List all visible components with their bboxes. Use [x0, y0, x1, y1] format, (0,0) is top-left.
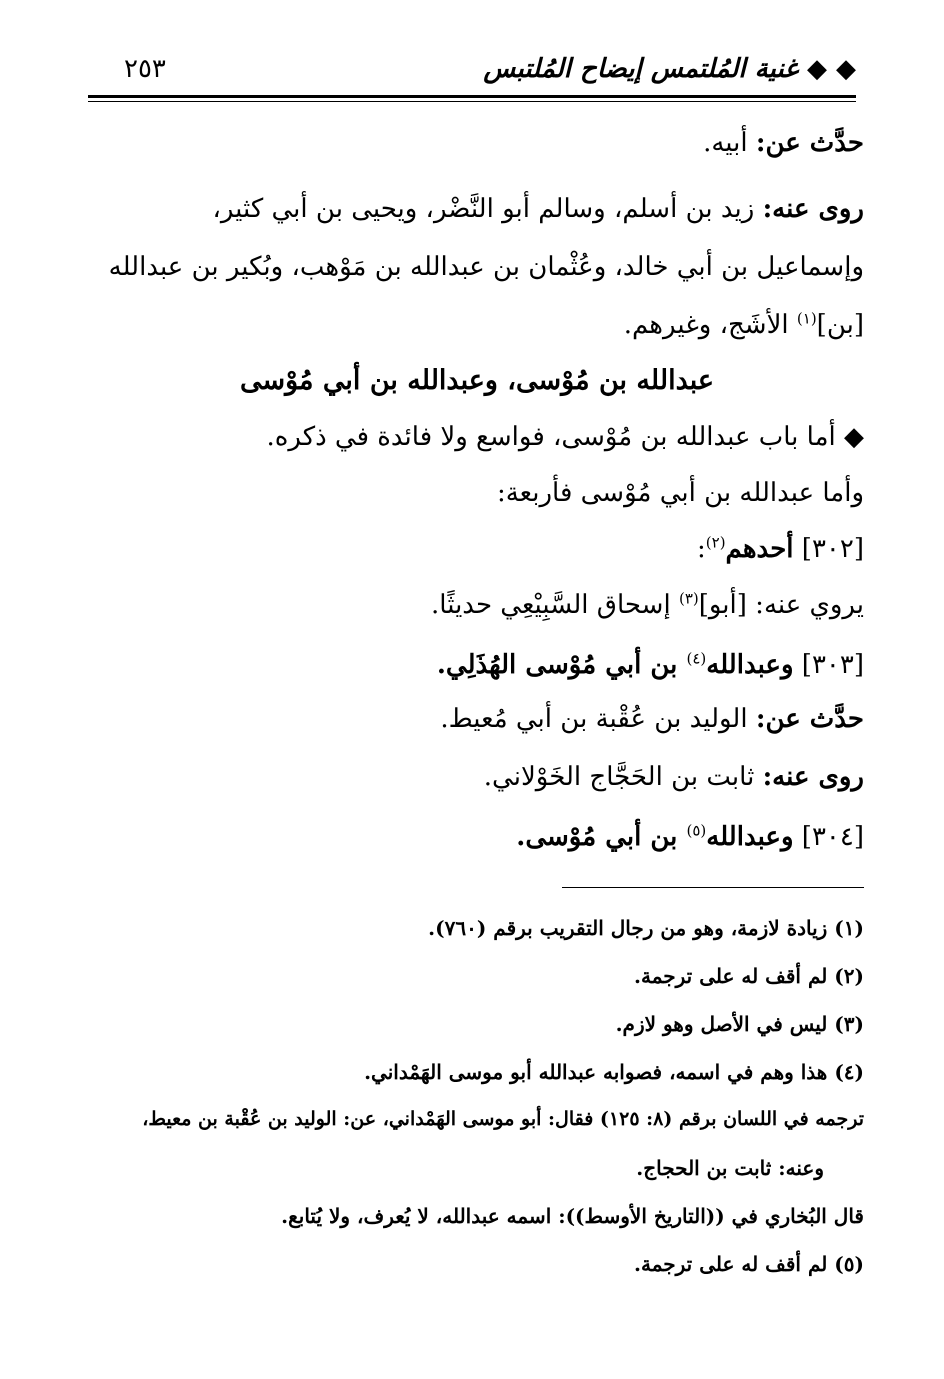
entry-number: [٣٠٢] — [793, 534, 864, 564]
section-heading: عبدالله بن مُوْسى، وعبدالله بن أبي مُوْسى — [239, 365, 714, 396]
text-line: وإسماعيل بن أبي خالد، وعُثْمان بن عبدالله بن مَوْهب، وبُكير بن عبدالله — [108, 252, 864, 282]
header-rule — [88, 95, 856, 98]
label-narrated-from: حدَّث عن: — [755, 704, 864, 734]
footnote-ref: (٢) — [705, 533, 726, 552]
text-line: يروي عنه: [أبو]$^{(٣)}$ إسحاق السَّبِيْعِي حديثًا. — [431, 589, 864, 620]
label-narrated-by: روى عنه: — [762, 194, 864, 224]
text-line: روى عنه: زيد بن أسلم، وسالم أبو النَّضْر، ويحيى بن أبي كثير، — [212, 194, 864, 224]
footnote-3: (٣) ليس في الأصل وهو لازم. — [615, 1012, 864, 1036]
footnote-separator — [562, 887, 864, 888]
footnote-5: (٥) لم أقف له على ترجمة. — [634, 1252, 864, 1276]
footnote-2: (٢) لم أقف له على ترجمة. — [634, 964, 864, 988]
footnote-ref: (٣) — [678, 589, 699, 608]
label-narrated-by: روى عنه: — [762, 762, 864, 792]
text-line: [بن]$^{(١)}$ الأشَج، وغيرهم. — [623, 309, 864, 340]
text-line: حدَّث عن: أبيه. — [703, 128, 864, 158]
text-line: حدَّث عن: الوليد بن عُقْبة بن أبي مُعيط. — [440, 704, 864, 734]
footnote-ref: (١) — [796, 309, 817, 328]
page-number: ٢٥٣ — [124, 54, 166, 84]
footnote-1: (١) زيادة لازمة، وهو من رجال التقريب برقم (٧٦٠). — [428, 916, 864, 940]
footnote-ref: (٥) — [686, 821, 707, 840]
entry-303: [٣٠٣] وعبدالله$^{(٤)}$ بن أبي مُوْسى الهُذَلِي. — [436, 649, 864, 680]
entry-number: [٣٠٣] — [793, 650, 864, 680]
footnote-4-continuation: ترجمه في اللسان برقم (٨: ١٢٥) فقال: أبو موسى الهَمْداني، عن: الوليد بن عُقْبة بن معيط، — [142, 1108, 864, 1130]
text-line: روى عنه: ثابت بن الحَجَّاج الخَوْلاني. — [483, 762, 864, 792]
label-narrated-from: حدَّث عن: — [755, 128, 864, 158]
footnote-4-continuation: قال البُخاري في ((التاريخ الأوسط)): اسمه عبدالله، لا يُعرف، ولا يُتابع. — [281, 1204, 864, 1228]
text-line: وأما عبدالله بن أبي مُوْسى فأربعة: — [496, 478, 864, 508]
text-line: ◆ أما باب عبدالله بن مُوْسى، فواسع ولا فائدة في ذكره. — [266, 422, 864, 452]
footnote-ref: (٤) — [686, 649, 707, 668]
header-rule-thin — [88, 101, 856, 102]
running-title: ◆ ◆ غنية المُلتمس إيضاح المُلتبس — [483, 54, 856, 84]
footnote-4-continuation: وعنه: ثابت بن الحجاج. — [636, 1156, 824, 1180]
entry-number: [٣٠٤] — [793, 822, 864, 852]
page-header — [88, 48, 856, 92]
entry-302: [٣٠٢] أحدهم$^{(٢)}$: — [697, 533, 864, 564]
entry-304: [٣٠٤] وعبدالله$^{(٥)}$ بن أبي مُوْسى. — [516, 821, 864, 852]
footnote-4: (٤) هذا وهم في اسمه، فصوابه عبدالله أبو موسى الهَمْداني. — [364, 1060, 864, 1084]
